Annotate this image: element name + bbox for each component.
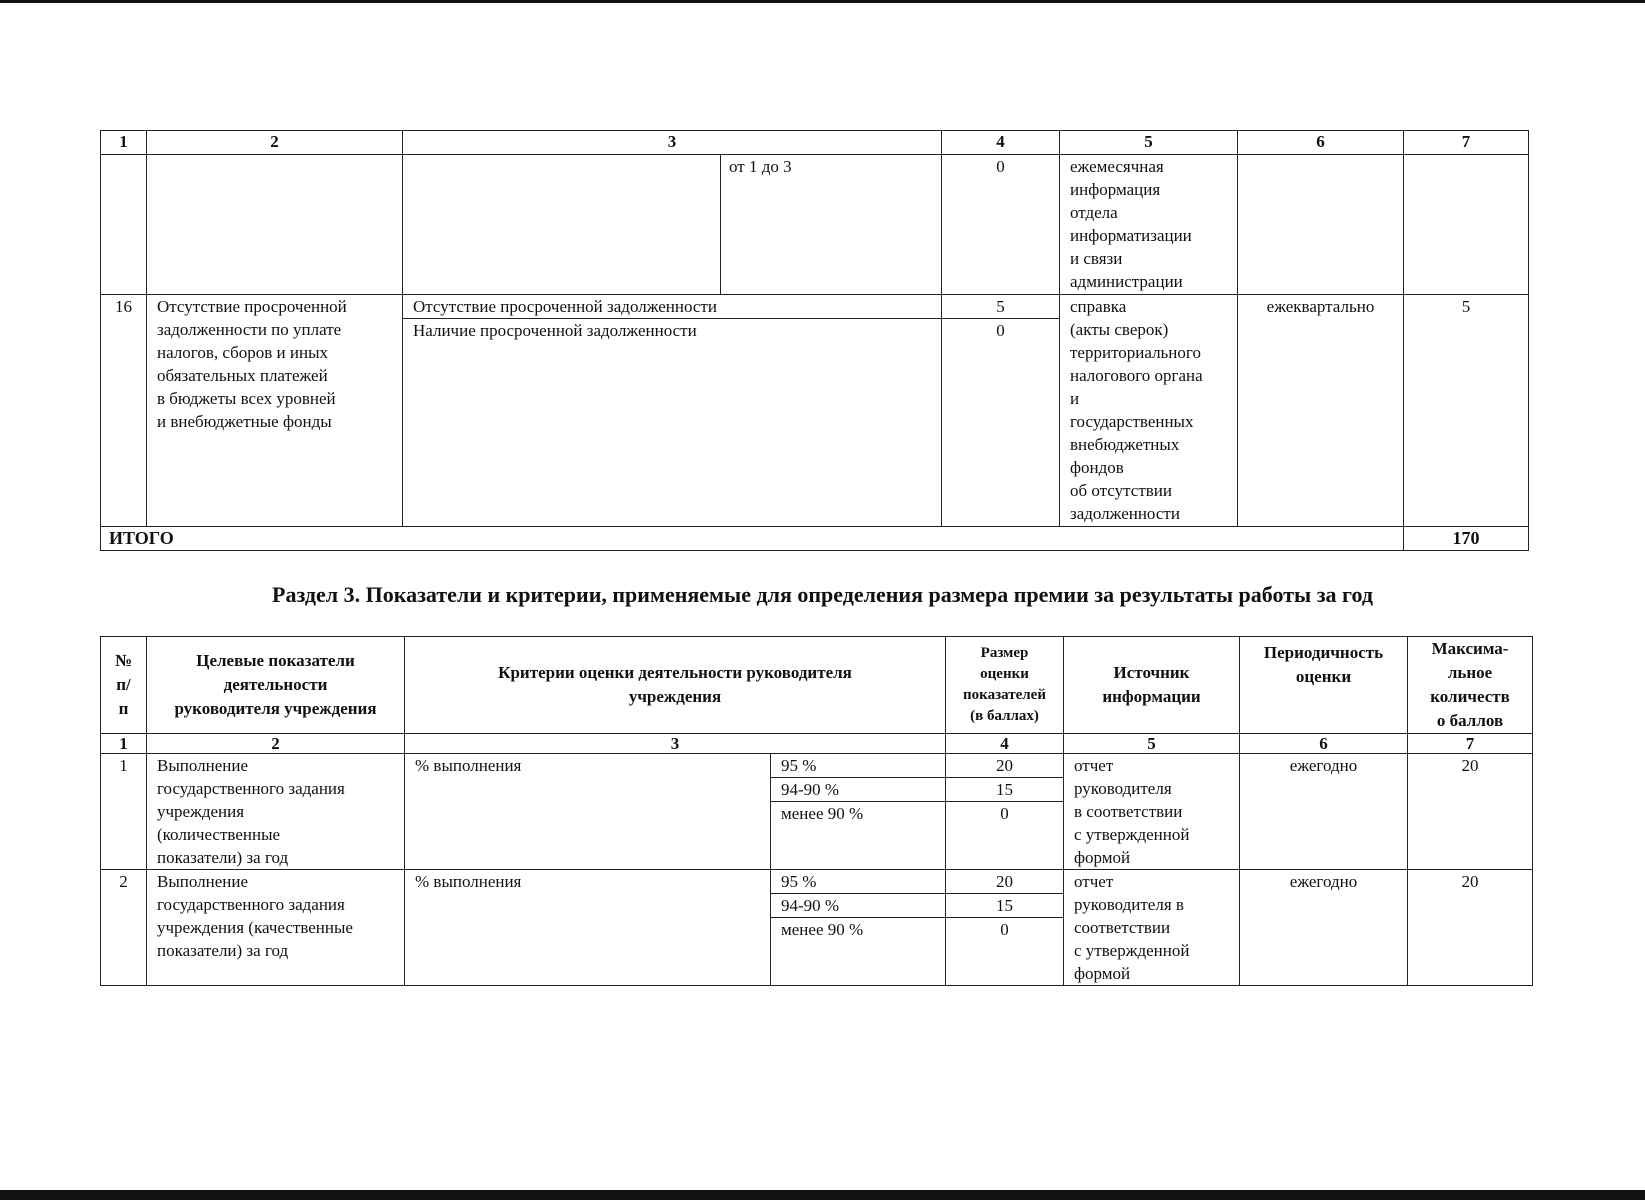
column-number-row bbox=[101, 131, 1529, 155]
row-max: 20 bbox=[1408, 870, 1533, 986]
row-levels bbox=[771, 870, 946, 986]
source-line: соответствии bbox=[1074, 918, 1171, 937]
header-line: количеств bbox=[1430, 687, 1510, 706]
level-label: 94-90 % bbox=[771, 777, 945, 801]
header-line: Размер bbox=[980, 645, 1029, 661]
row-16-num: 16 bbox=[101, 295, 147, 527]
header-line: п/ bbox=[116, 675, 131, 694]
indicator-line: показатели) за год bbox=[157, 941, 289, 960]
indicator-line: Выполнение bbox=[157, 872, 249, 891]
row-cont-periodicity bbox=[1238, 155, 1404, 295]
header-line: деятельности bbox=[223, 675, 328, 694]
source-line: отчет bbox=[1074, 872, 1114, 891]
source-line: руководителя bbox=[1074, 779, 1172, 798]
source-line: с утвержденной bbox=[1074, 941, 1190, 960]
header-line: о баллов bbox=[1436, 711, 1504, 730]
col-num-3: 3 bbox=[405, 734, 946, 754]
indicator-line: обязательных платежей bbox=[157, 366, 328, 385]
row-16-max: 5 bbox=[1404, 295, 1529, 527]
header-line: оценки bbox=[980, 666, 1029, 682]
header-line: Критерии оценки деятельности руководителя bbox=[498, 663, 852, 682]
row-criterion: % выполнения bbox=[405, 870, 771, 986]
row-periodicity: ежегодно bbox=[1240, 870, 1408, 986]
row-16-source bbox=[1060, 295, 1238, 527]
col-num-6: 6 bbox=[1238, 131, 1404, 155]
header-line: Целевые показатели bbox=[196, 651, 355, 670]
source-line: информация bbox=[1070, 180, 1161, 199]
header-row bbox=[101, 637, 1533, 734]
source-line: об отсутствии bbox=[1070, 481, 1172, 500]
indicator-line: показатели) за год bbox=[157, 848, 289, 867]
header-line: Периодичность bbox=[1263, 643, 1384, 662]
col-num-2: 2 bbox=[147, 734, 405, 754]
indicator-line: государственного задания bbox=[157, 779, 345, 798]
header-source bbox=[1064, 637, 1240, 734]
row-source bbox=[1064, 754, 1240, 870]
source-line: с утвержденной bbox=[1074, 825, 1190, 844]
col-num-7: 7 bbox=[1404, 131, 1529, 155]
header-line: учреждения bbox=[628, 687, 722, 706]
year-criteria-table bbox=[100, 636, 1533, 986]
col-num-4: 4 bbox=[946, 734, 1064, 754]
row-max: 20 bbox=[1408, 754, 1533, 870]
header-criteria bbox=[405, 637, 946, 734]
row-scores bbox=[946, 754, 1064, 870]
source-line: справка bbox=[1070, 297, 1127, 316]
row-16-criterion-2: Наличие просроченной задолженности bbox=[403, 319, 942, 527]
source-line: (акты сверок) bbox=[1070, 320, 1169, 339]
row-periodicity: ежегодно bbox=[1240, 754, 1408, 870]
header-max bbox=[1408, 637, 1533, 734]
header-line: № bbox=[114, 651, 133, 670]
col-num-6: 6 bbox=[1240, 734, 1408, 754]
row-16-criterion-1: Отсутствие просроченной задолженности bbox=[403, 295, 942, 319]
col-num-5: 5 bbox=[1060, 131, 1238, 155]
indicator-line: государственного задания bbox=[157, 895, 345, 914]
row-cont-num bbox=[101, 155, 147, 295]
source-line: отдела bbox=[1070, 203, 1118, 222]
source-line: и bbox=[1070, 389, 1080, 408]
row-cont-source bbox=[1060, 155, 1238, 295]
indicator-line: (количественные bbox=[157, 825, 281, 844]
row-num: 1 bbox=[101, 754, 147, 870]
col-num-1: 1 bbox=[101, 734, 147, 754]
level-score: 15 bbox=[946, 777, 1063, 801]
row-16-score-1: 5 bbox=[942, 295, 1060, 319]
header-num bbox=[101, 637, 147, 734]
row-indicator bbox=[147, 870, 405, 986]
source-line: государственных bbox=[1070, 412, 1194, 431]
source-line: внебюджетных bbox=[1070, 435, 1180, 454]
header-line: оценки bbox=[1295, 667, 1352, 686]
scan-bottom-edge bbox=[0, 1190, 1645, 1200]
row-levels bbox=[771, 754, 946, 870]
source-line: администрации bbox=[1070, 272, 1183, 291]
section-title: Раздел 3. Показатели и критерии, применяемые для определения размера премии за результаты работы за год bbox=[272, 582, 1373, 607]
total-label: ИТОГО bbox=[101, 527, 1404, 551]
row-scores bbox=[946, 870, 1064, 986]
source-line: в соответствии bbox=[1074, 802, 1183, 821]
level-label: менее 90 % bbox=[771, 917, 945, 941]
row-cont-indicator bbox=[147, 155, 403, 295]
total-value: 170 bbox=[1404, 527, 1529, 551]
source-line: задолженности bbox=[1070, 504, 1180, 523]
header-line: руководителя учреждения bbox=[174, 699, 377, 718]
source-line: формой bbox=[1074, 964, 1131, 983]
header-line: льное bbox=[1447, 663, 1493, 682]
row-cont-max bbox=[1404, 155, 1529, 295]
indicator-line: Отсутствие просроченной bbox=[157, 297, 347, 316]
row-indicator bbox=[147, 754, 405, 870]
indicator-line: учреждения (качественные bbox=[157, 918, 353, 937]
total-row bbox=[101, 527, 1529, 551]
level-score: 0 bbox=[946, 917, 1063, 941]
level-label: 95 % bbox=[781, 756, 817, 775]
col-num-4: 4 bbox=[942, 131, 1060, 155]
header-line: информации bbox=[1102, 687, 1201, 706]
indicator-line: задолженности по уплате bbox=[157, 320, 342, 339]
level-score: 15 bbox=[946, 893, 1063, 917]
source-line: отчет bbox=[1074, 756, 1114, 775]
header-line: п bbox=[118, 699, 129, 718]
col-num-2: 2 bbox=[147, 131, 403, 155]
indicator-line: учреждения bbox=[157, 802, 245, 821]
level-score: 20 bbox=[996, 872, 1014, 891]
row-16-score-2: 0 bbox=[942, 319, 1060, 527]
col-num-3: 3 bbox=[403, 131, 942, 155]
level-score: 20 bbox=[996, 756, 1014, 775]
header-line: Максима- bbox=[1431, 639, 1509, 658]
source-line: формой bbox=[1074, 848, 1131, 867]
row-criterion: % выполнения bbox=[405, 754, 771, 870]
col-num-7: 7 bbox=[1408, 734, 1533, 754]
row-cont-score: 0 bbox=[942, 155, 1060, 295]
source-line: руководителя в bbox=[1074, 895, 1184, 914]
row-cont-criterion-sub: от 1 до 3 bbox=[721, 155, 942, 295]
header-score bbox=[946, 637, 1064, 734]
table-row bbox=[101, 754, 1533, 870]
level-label: 95 % bbox=[781, 872, 817, 891]
header-line: Источник bbox=[1113, 663, 1190, 682]
table-row-continued bbox=[101, 155, 1529, 295]
row-num: 2 bbox=[101, 870, 147, 986]
table-row-16 bbox=[101, 295, 1529, 319]
column-number-row bbox=[101, 734, 1533, 754]
source-line: и связи bbox=[1070, 249, 1123, 268]
source-line: ежемесячная bbox=[1070, 157, 1164, 176]
row-source bbox=[1064, 870, 1240, 986]
source-line: фондов bbox=[1070, 458, 1124, 477]
indicator-line: Выполнение bbox=[157, 756, 249, 775]
source-line: налогового органа bbox=[1070, 366, 1203, 385]
indicator-line: и внебюджетные фонды bbox=[157, 412, 332, 431]
level-label: менее 90 % bbox=[771, 801, 945, 825]
row-16-periodicity: ежеквартально bbox=[1238, 295, 1404, 527]
header-line: показателей bbox=[963, 687, 1046, 703]
source-line: информатизации bbox=[1070, 226, 1192, 245]
header-periodicity bbox=[1240, 637, 1408, 734]
source-line: территориального bbox=[1070, 343, 1201, 362]
col-num-5: 5 bbox=[1064, 734, 1240, 754]
table-row bbox=[101, 870, 1533, 986]
row-16-indicator bbox=[147, 295, 403, 527]
level-label: 94-90 % bbox=[771, 893, 945, 917]
indicator-line: налогов, сборов и иных bbox=[157, 343, 328, 362]
indicator-line: в бюджеты всех уровней bbox=[157, 389, 336, 408]
criteria-table-continued bbox=[100, 130, 1529, 551]
level-score: 0 bbox=[946, 801, 1063, 825]
scan-top-edge bbox=[0, 0, 1645, 3]
header-line: (в баллах) bbox=[970, 708, 1039, 724]
col-num-1: 1 bbox=[101, 131, 147, 155]
row-cont-criterion bbox=[403, 155, 721, 295]
header-indicator bbox=[147, 637, 405, 734]
